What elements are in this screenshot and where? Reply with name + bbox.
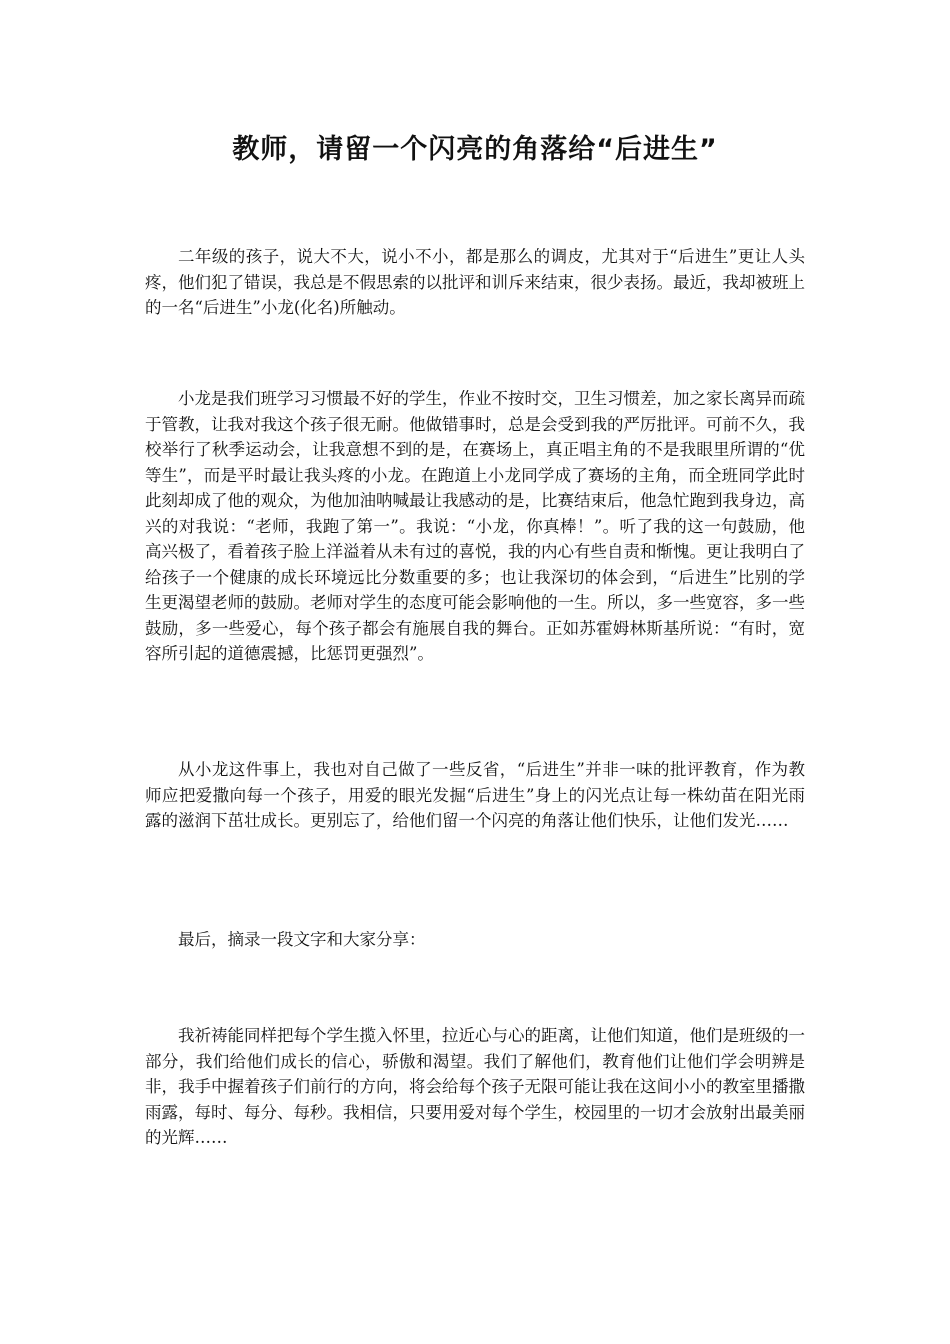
paragraph-story: 小龙是我们班学习习惯最不好的学生，作业不按时交，卫生习惯差，加之家长离异而疏于管教，让我对我这个孩子很无耐。他做错事时，总是会受到我的严厉批评。可前不久，我校举行了秋季运动会，让我意想不到的是，在赛场上，真正唱主角的不是我眼里所谓的“优等生”，而是平时最让我头疼的小龙。在跑道上小龙同学成了赛场的主角，而全班同学此时此刻却成了他的观众，为他加油呐喊最让我感动的是，比赛结束后，他急忙跑到我身边，高兴的对我说：“老师，我跑了第一”。我说：“小龙，你真棒！”。听了我的这一句鼓励，他高兴极了，看着孩子脸上洋溢着从未有过的喜悦，我的内心有些自责和惭愧。更让我明白了给孩子一个健康的成长环境远比分数重要的多；也让我深切的体会到，“后进生”比别的学生更渴望老师的鼓励。老师对学生的态度可能会影响他的一生。所以，多一些宽容，多一些鼓励，多一些爱心，每个孩子都会有施展自我的舞台。正如苏霍姆林斯基所说：“有时，宽容所引起的道德震撼，比惩罚更强烈”。 (145, 389, 805, 663)
document-title: 教师，请留一个闪亮的角落给“后进生” (232, 134, 718, 165)
paragraph-quote: 我祈祷能同样把每个学生揽入怀里，拉近心与心的距离，让他们知道，他们是班级的一部分，我们给他们成长的信心，骄傲和渴望。我们了解他们，教育他们让他们学会明辨是非，我手中握着孩子们前行的方向，将会给每个孩子无限可能让我在这间小小的教室里播撒雨露，每时、每分、每秒。我相信，只要用爱对每个学生，校园里的一切才会放射出最美丽的光辉…… (145, 1026, 805, 1147)
paragraph-share-intro: 最后，摘录一段文字和大家分享： (178, 930, 426, 949)
paragraph-intro: 二年级的孩子，说大不大，说小不小，都是那么的调皮，尤其对于“后进生”更让人头疼，他们犯了错误，我总是不假思索的以批评和训斥来结束，很少表扬。最近，我却被班上的一名“后进生”小龙(化名)所触动。 (145, 247, 805, 317)
paragraph-reflection: 从小龙这件事上，我也对自己做了一些反省，“后进生”并非一味的批评教育，作为教师应把爱撒向每一个孩子，用爱的眼光发掘“后进生”身上的闪光点让每一株幼苗在阳光雨露的滋润下茁壮成长。更别忘了，给他们留一个闪亮的角落让他们快乐，让他们发光…… (145, 760, 805, 830)
